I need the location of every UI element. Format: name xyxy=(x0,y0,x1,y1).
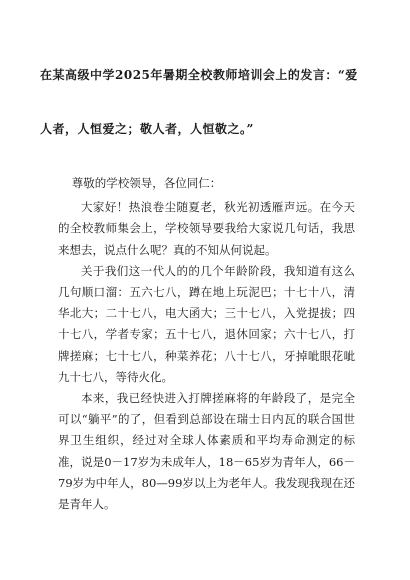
paragraph-greeting: 大家好！热浪卷尘随夏老，秋光初透雁声远。在今天的全校教师集会上，学校领导要我给大家说几句话，我思来想去，说点什么呢？真的不知从何说起。 xyxy=(58,200,355,257)
paragraph-age-rhyme: 关于我们这一代人的的几个年龄阶段，我知道有这么几句顺口溜：五六七八，蹲在地上玩泥巴；十七十八，清华北大；二十七八，电大函大；三十七八，入党提拔；四十七八，学者专家；五十七八，退休回家；六十七八，打牌搓麻；七十七八，种菜养花；八十七八，牙掉呲眼花呲九十七八，等待火化。 xyxy=(58,263,355,384)
salutation: 尊敬的学校领导，各位同仁： xyxy=(71,176,222,190)
document-body xyxy=(58,173,355,515)
paragraph-who-standard: 本来，我已经快进入打牌搓麻将的年龄段了，是完全可以“躺平”的了，但看到总部设在瑞士日内瓦的联合国世界卫生组织，经过对全球人体素质和平均寿命测定的标准，说是0－17岁为未成年人，18－65岁为青年人，66－79岁为中年人，80—99岁以上为老年人。我发现我现在还是青年人。 xyxy=(58,391,355,512)
document-title-line2: 人者，人恒爱之；敬人者，人恒敬之。” xyxy=(40,122,254,136)
document-title-line1: 在某高级中学2025年暑期全校教师培训会上的发言：“爱 xyxy=(40,68,358,82)
